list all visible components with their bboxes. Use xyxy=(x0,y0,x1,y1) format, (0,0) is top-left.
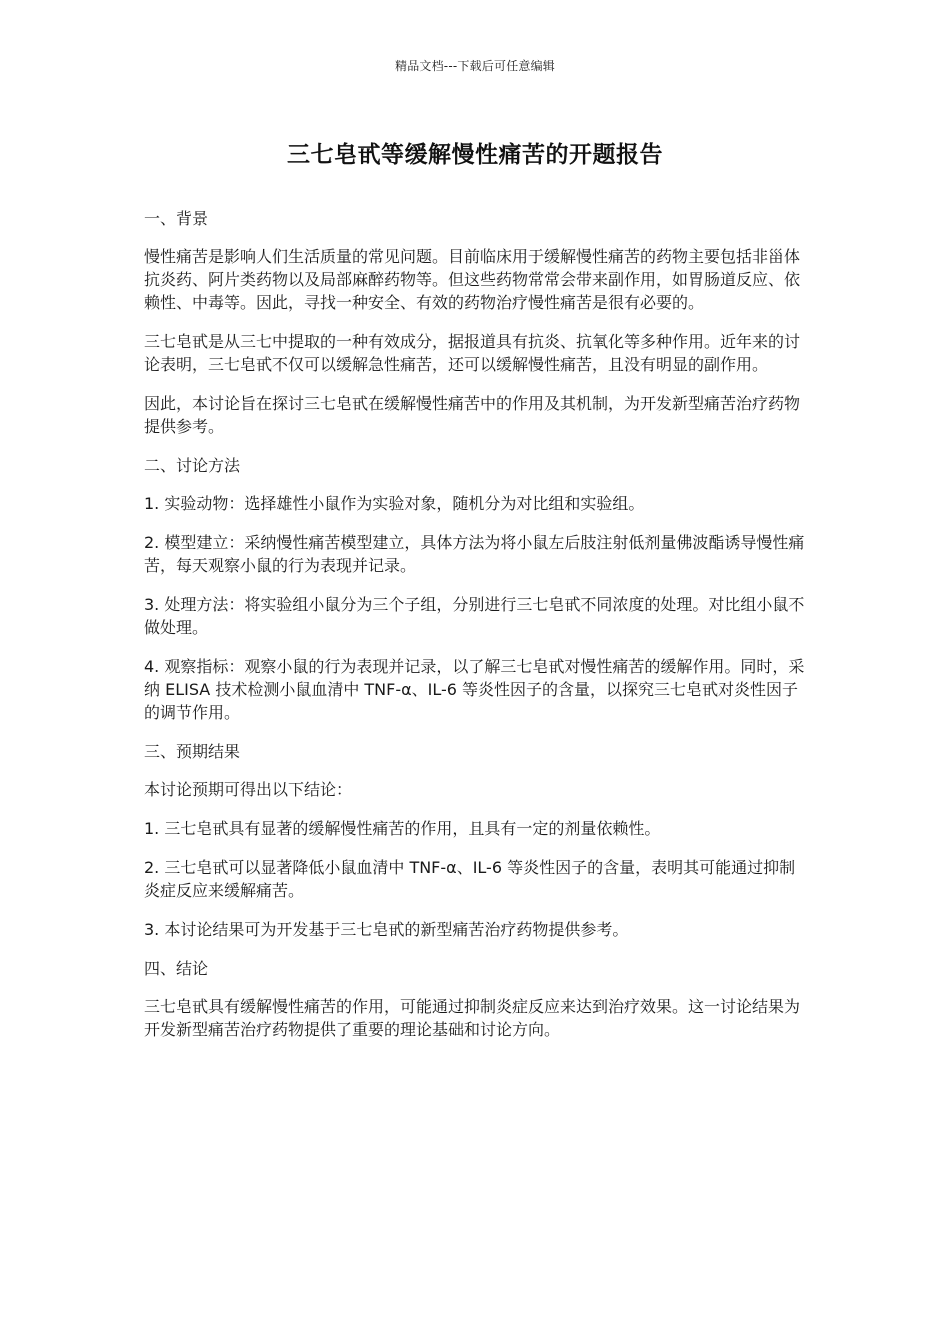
section-heading-conclusion: 四、结论 xyxy=(144,959,209,978)
list-item: 1. 三七皂甙具有显著的缓解慢性痛苦的作用，且具有一定的剂量依赖性。 xyxy=(144,819,661,838)
paragraph: 三七皂甙是从三七中提取的一种有效成分，据报道具有抗炎、抗氧化等多种作用。近年来的讨论表明，三七皂甙不仅可以缓解急性痛苦，还可以缓解慢性痛苦，且没有明显的副作用。 xyxy=(144,332,801,374)
section-heading-background: 一、背景 xyxy=(144,209,209,228)
header-note: 精品文档---下载后可任意编辑 xyxy=(395,59,555,73)
list-item: 4. 观察指标：观察小鼠的行为表现并记录，以了解三七皂甙对慢性痛苦的缓解作用。同时，采纳 ELISA 技术检测小鼠血清中 TNF-α、IL-6 等炎性因子的含量，以探究三七皂甙对炎性因子的调节作用。 xyxy=(144,657,805,722)
list-item: 3. 处理方法：将实验组小鼠分为三个子组，分别进行三七皂甙不同浓度的处理。对比组小鼠不做处理。 xyxy=(144,595,805,637)
list-item: 3. 本讨论结果可为开发基于三七皂甙的新型痛苦治疗药物提供参考。 xyxy=(144,920,629,939)
paragraph: 因此，本讨论旨在探讨三七皂甙在缓解慢性痛苦中的作用及其机制，为开发新型痛苦治疗药物提供参考。 xyxy=(144,394,801,436)
paragraph: 慢性痛苦是影响人们生活质量的常见问题。目前临床用于缓解慢性痛苦的药物主要包括非甾体抗炎药、阿片类药物以及局部麻醉药物等。但这些药物常常会带来副作用，如胃肠道反应、依赖性、中毒等。因此，寻找一种安全、有效的药物治疗慢性痛苦是很有必要的。 xyxy=(144,247,801,312)
document-body xyxy=(144,207,806,1057)
paragraph: 本讨论预期可得出以下结论： xyxy=(144,780,353,799)
list-item: 1. 实验动物：选择雄性小鼠作为实验对象，随机分为对比组和实验组。 xyxy=(144,494,645,513)
document-title: 三七皂甙等缓解慢性痛苦的开题报告 xyxy=(287,142,663,168)
list-item: 2. 三七皂甙可以显著降低小鼠血清中 TNF-α、IL-6 等炎性因子的含量，表明其可能通过抑制炎症反应来缓解痛苦。 xyxy=(144,858,796,900)
section-heading-results: 三、预期结果 xyxy=(144,742,241,761)
list-item: 2. 模型建立：采纳慢性痛苦模型建立，具体方法为将小鼠左后肢注射低剂量佛波酯诱导慢性痛苦，每天观察小鼠的行为表现并记录。 xyxy=(144,533,805,575)
section-heading-methods: 二、讨论方法 xyxy=(144,456,241,475)
paragraph: 三七皂甙具有缓解慢性痛苦的作用，可能通过抑制炎症反应来达到治疗效果。这一讨论结果为开发新型痛苦治疗药物提供了重要的理论基础和讨论方向。 xyxy=(144,997,801,1039)
